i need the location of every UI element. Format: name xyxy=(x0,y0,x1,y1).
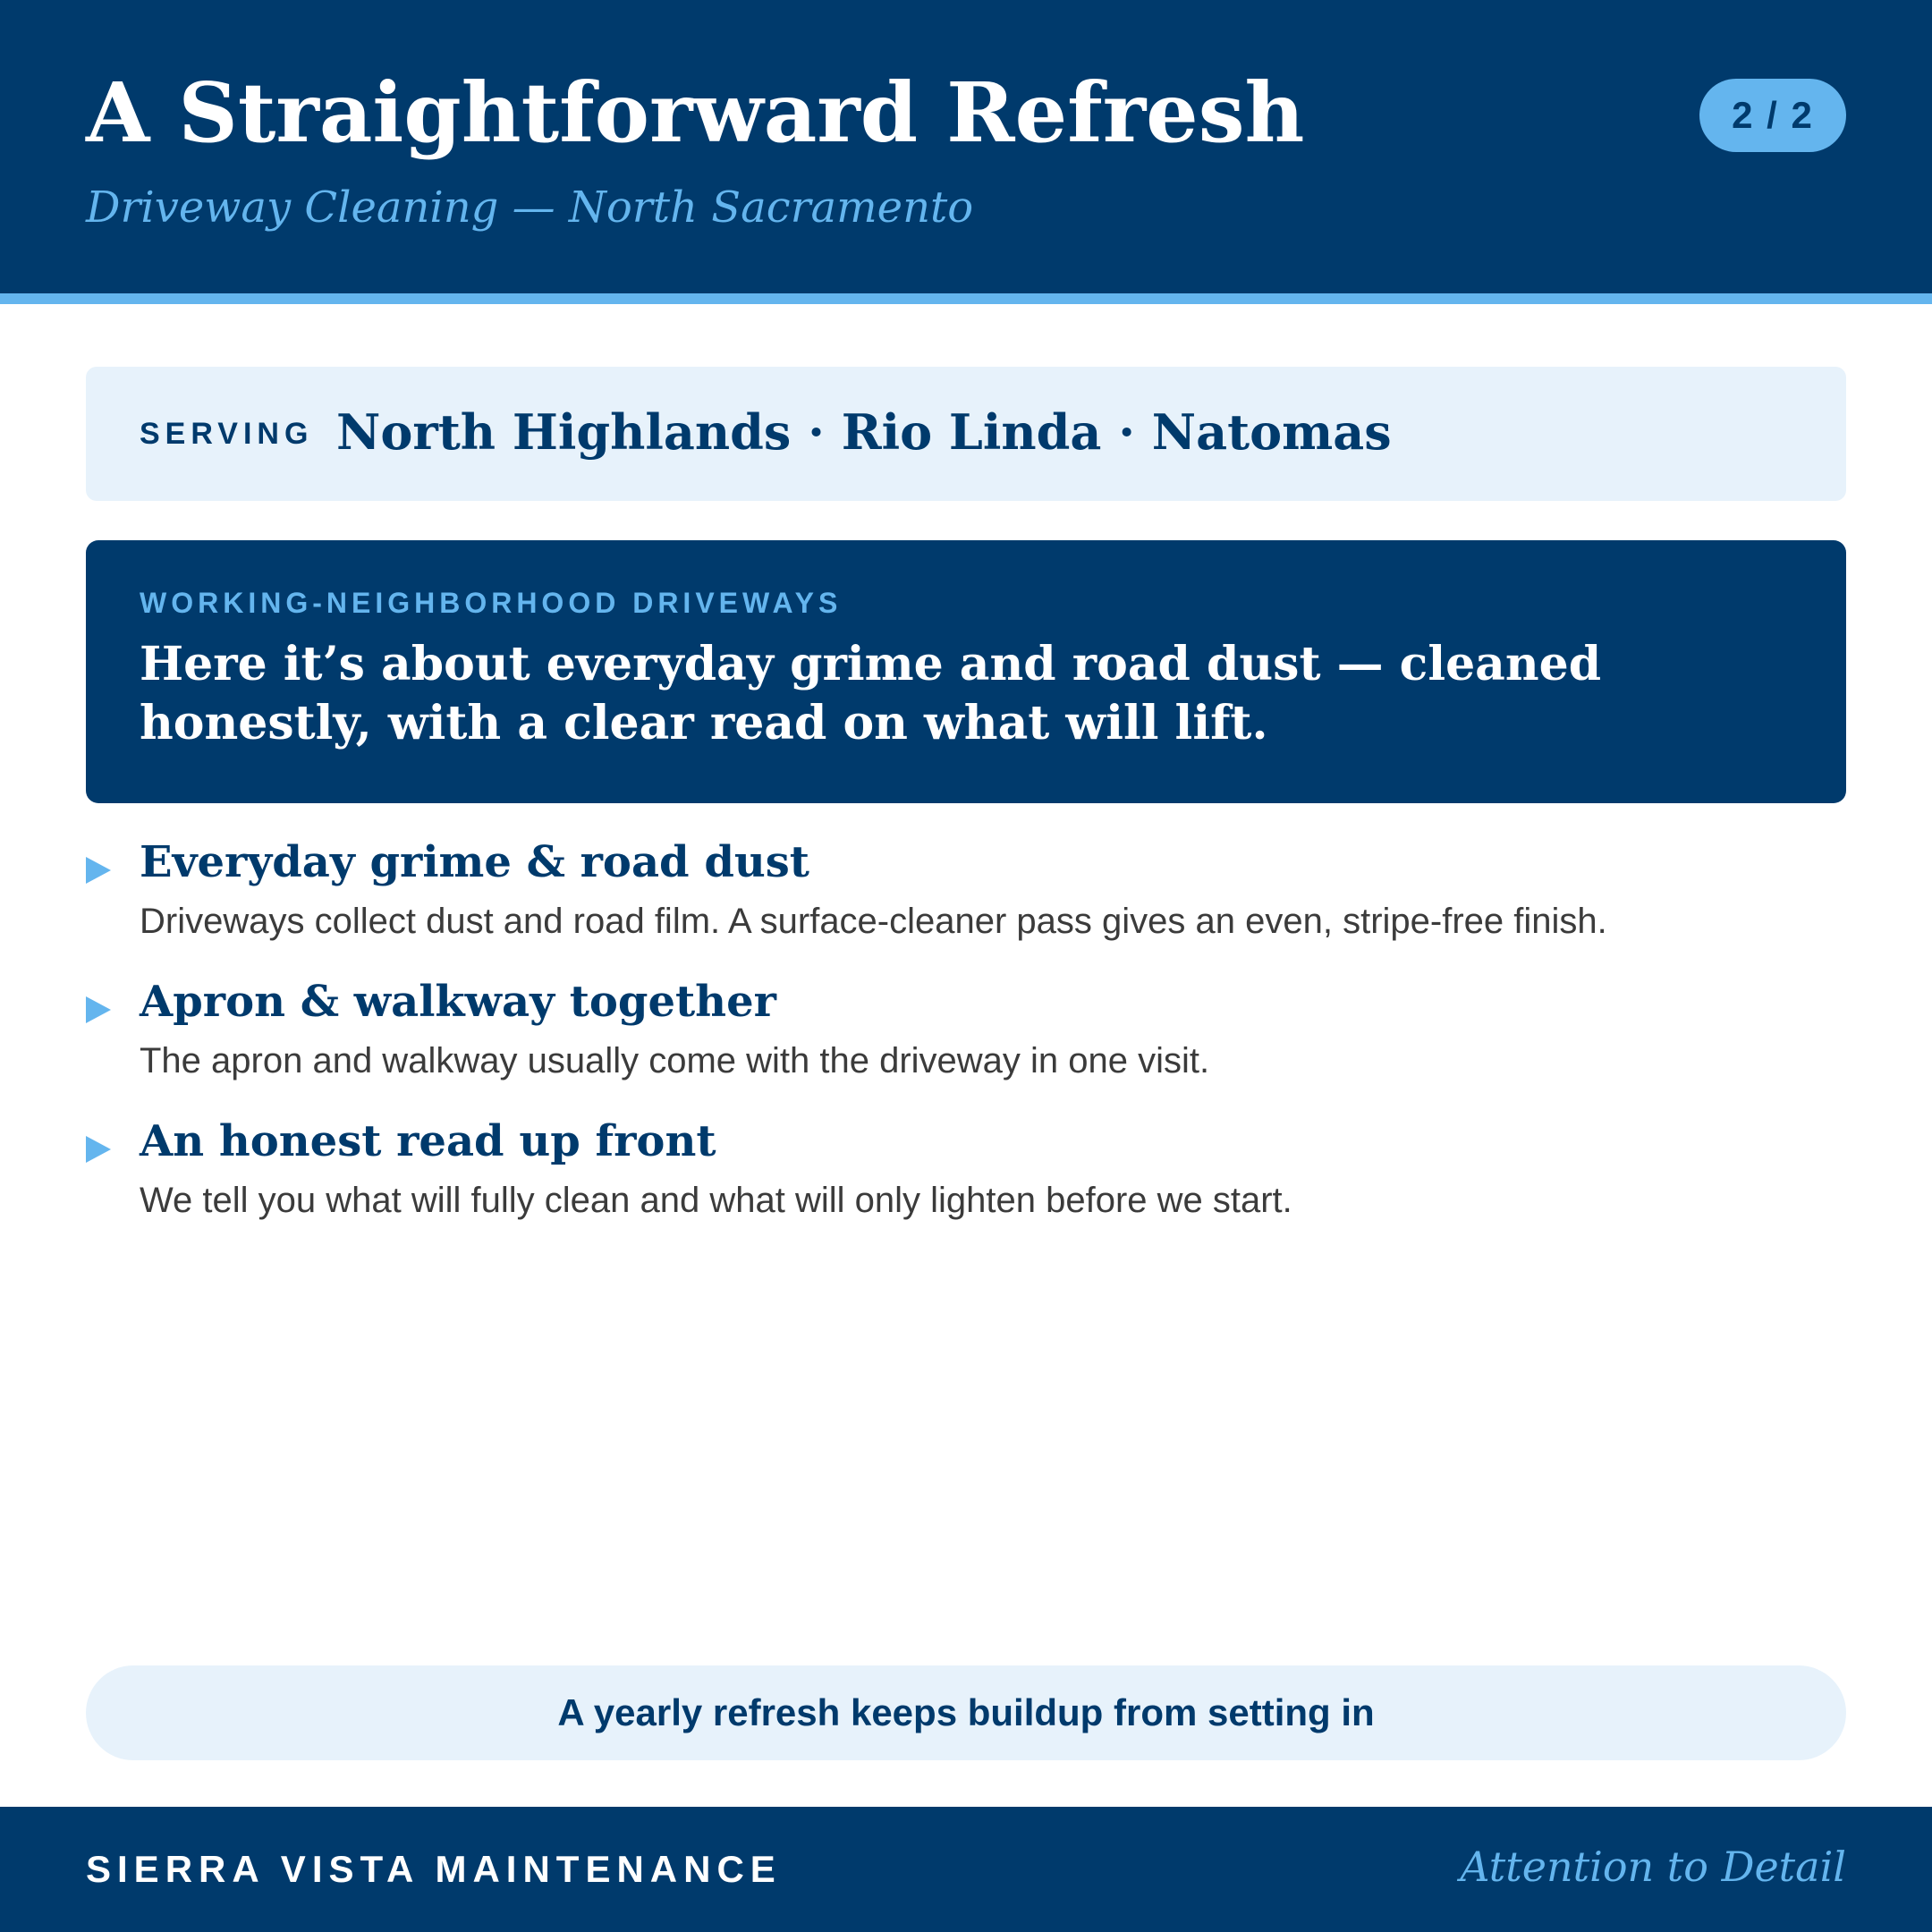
list-item-description: Driveways collect dust and road film. A surface-cleaner pass gives an even, stripe-free finish. xyxy=(140,902,1607,941)
header-accent-stripe xyxy=(0,293,1932,304)
triangle-bullet-icon xyxy=(86,996,111,1023)
page-subtitle: Driveway Cleaning — North Sacramento xyxy=(86,182,974,233)
callout-panel xyxy=(86,540,1846,803)
header xyxy=(0,0,1932,293)
triangle-bullet-icon xyxy=(86,857,111,884)
page-title: A Straightforward Refresh xyxy=(86,64,1305,161)
callout-text: Here it’s about everyday grime and road dust — cleaned honestly, with a clear read on what will lift. xyxy=(140,637,1602,750)
serving-label: SERVING xyxy=(140,417,314,451)
list-item xyxy=(86,1116,1846,1256)
list-item xyxy=(86,977,1846,1116)
list-item xyxy=(86,837,1846,977)
brand-name: SIERRA VISTA MAINTENANCE xyxy=(86,1848,782,1890)
list-item-description: We tell you what will fully clean and what will only lighten before we start. xyxy=(140,1181,1292,1220)
feature-list xyxy=(86,837,1846,1256)
callout-kicker: WORKING-NEIGHBORHOOD DRIVEWAYS xyxy=(140,587,843,619)
list-item-title: Everyday grime & road dust xyxy=(140,837,809,887)
serving-bar xyxy=(86,367,1846,501)
footer xyxy=(0,1807,1932,1932)
brand-tagline: Attention to Detail xyxy=(1460,1843,1846,1891)
list-item-title: Apron & walkway together xyxy=(140,977,776,1027)
reminder-banner: A yearly refresh keeps buildup from setting in xyxy=(86,1665,1846,1760)
serving-areas: North Highlands · Rio Linda · Natomas xyxy=(336,403,1392,461)
page-indicator-badge: 2 / 2 xyxy=(1699,79,1846,152)
triangle-bullet-icon xyxy=(86,1136,111,1163)
list-item-description: The apron and walkway usually come with the driveway in one visit. xyxy=(140,1041,1210,1080)
list-item-title: An honest read up front xyxy=(140,1116,716,1166)
